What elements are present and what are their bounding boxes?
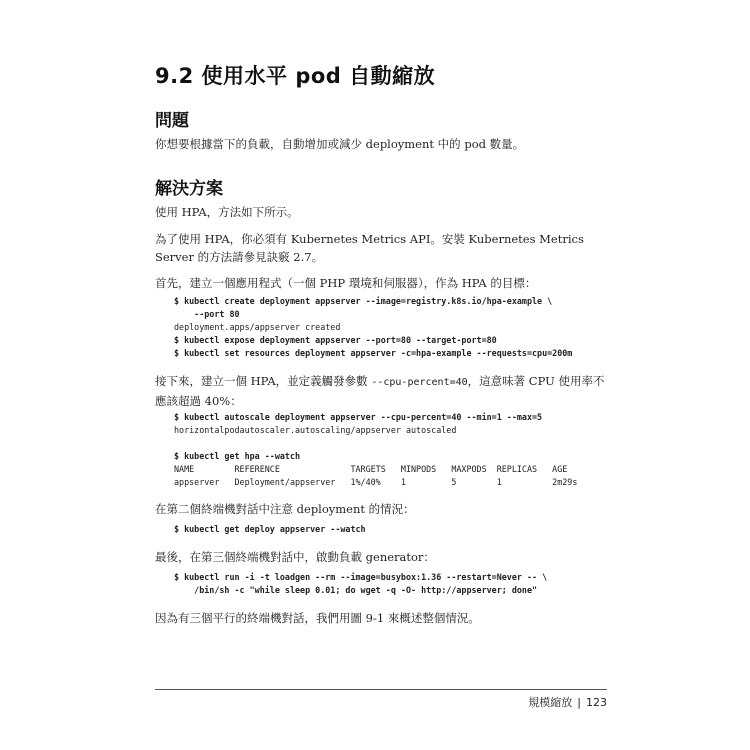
code-block-3	[174, 523, 366, 536]
code-output: horizontalpodautoscaler.autoscaling/appserver autoscaled	[174, 425, 457, 435]
solution-paragraph-5: 在第二個終端機對話中注意 deployment 的情況：	[155, 502, 415, 516]
paragraph-text: ，這意味著 CPU 使用率不應該超過 40%：	[155, 374, 605, 408]
code-block-2	[174, 411, 577, 489]
inline-code: --cpu-percent=40	[371, 377, 468, 388]
code-output-header: NAME REFERENCE TARGETS MINPODS MAXPODS REPLICAS AGE	[174, 464, 568, 474]
chapter-name: 規模縮放	[528, 696, 573, 709]
code-line: --port 80	[174, 309, 240, 319]
page-footer	[528, 694, 607, 710]
problem-text: 你想要根據當下的負載，自動增加或減少 deployment 中的 pod 數量。	[155, 137, 525, 151]
solution-paragraph-1: 使用 HPA，方法如下所示。	[155, 205, 299, 219]
code-line: $ kubectl expose deployment appserver --port=80 --target-port=80	[174, 335, 497, 345]
problem-heading: 問題	[155, 111, 189, 131]
code-output: deployment.apps/appserver created	[174, 322, 341, 332]
code-output-row: appserver Deployment/appserver 1%/40% 1 5 1 2m29s	[174, 477, 578, 487]
code-line: $ kubectl create deployment appserver --image=registry.k8s.io/hpa-example \	[174, 296, 553, 306]
footer-separator: |	[577, 696, 581, 709]
code-line: $ kubectl autoscale deployment appserver --cpu-percent=40 --min=1 --max=5	[174, 412, 543, 422]
code-line: $ kubectl run -i -t loadgen --rm --image=busybox:1.36 --restart=Never -- \	[174, 572, 548, 582]
section-title: 9.2 使用水平 pod 自動縮放	[155, 64, 436, 88]
code-block-4	[174, 571, 547, 597]
solution-paragraph-2: 為了使用 HPA，你必須有 Kubernetes Metrics API。安裝 Kubernetes Metrics Server 的方法請參見訣竅 2.7。	[155, 232, 584, 264]
code-block-1	[174, 295, 572, 360]
solution-paragraph-7: 因為有三個平行的終端機對話，我們用圖 9-1 來概述整個情況。	[155, 611, 480, 625]
paragraph-text: 接下來，建立一個 HPA，並定義觸發參數	[155, 374, 372, 388]
solution-paragraph-6: 最後，在第三個終端機對話中，啟動負載 generator：	[155, 550, 435, 564]
footer-divider	[155, 689, 607, 690]
code-line: $ kubectl get hpa --watch	[174, 451, 301, 461]
solution-heading: 解決方案	[155, 179, 223, 199]
solution-paragraph-4	[155, 372, 615, 410]
code-line: $ kubectl set resources deployment appserver -c=hpa-example --requests=cpu=200m	[174, 348, 573, 358]
code-line: /bin/sh -c "while sleep 0.01; do wget -q -O- http://appserver; done"	[174, 585, 538, 595]
solution-paragraph-3: 首先，建立一個應用程式（一個 PHP 環境和伺服器），作為 HPA 的目標：	[155, 276, 537, 290]
page-number: 123	[586, 696, 607, 709]
code-line: $ kubectl get deploy appserver --watch	[174, 524, 366, 534]
